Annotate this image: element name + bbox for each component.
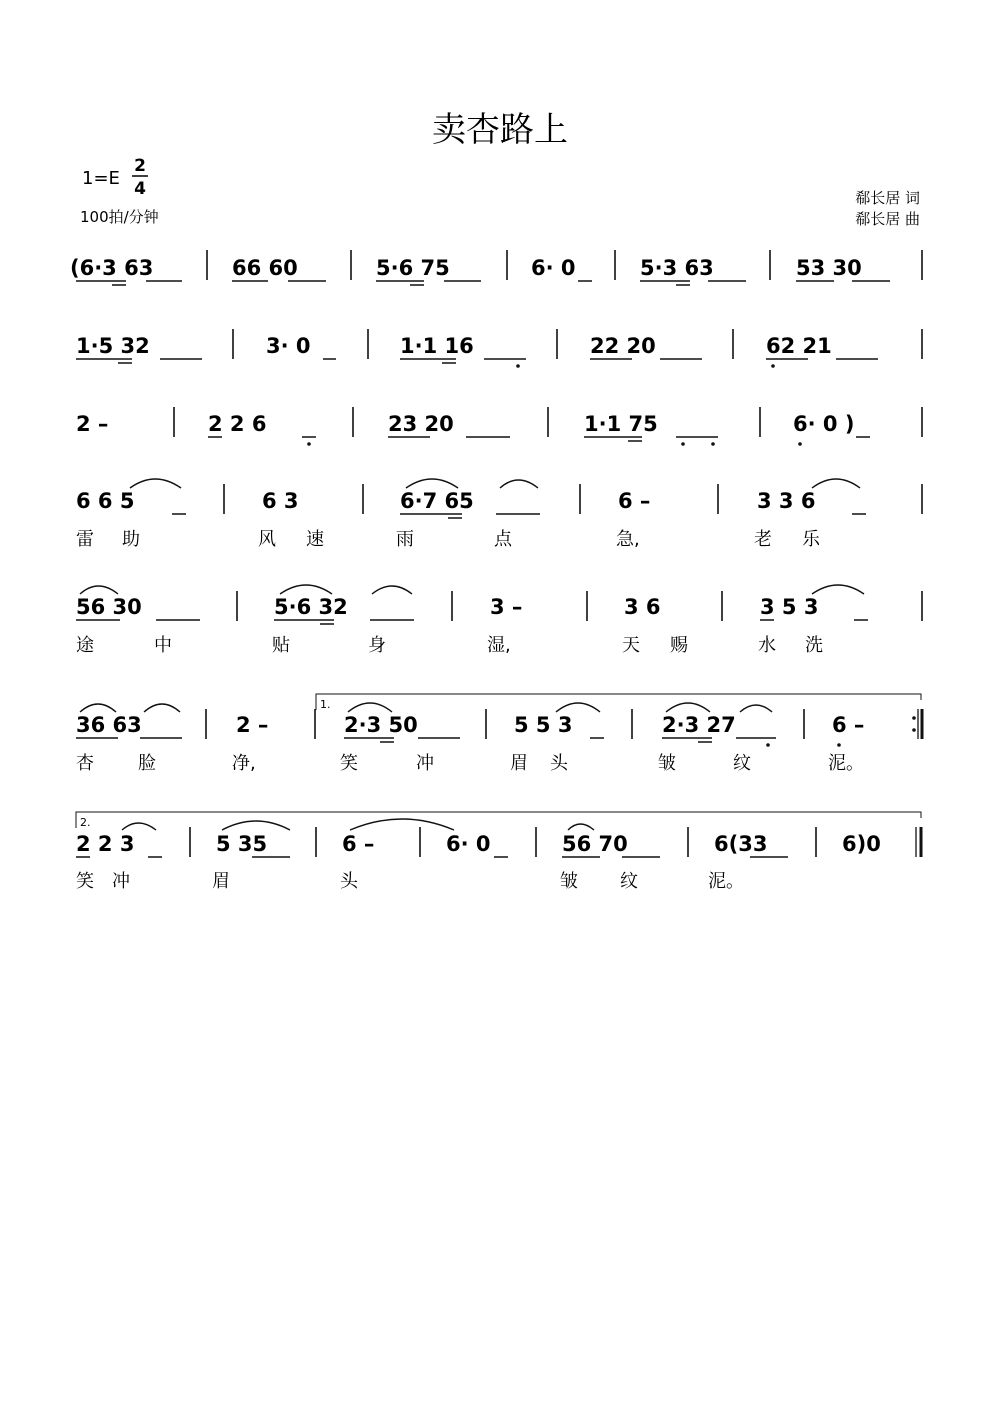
measure: 6 3 <box>262 489 299 513</box>
measure: 53 30 <box>796 256 862 280</box>
final-bar-line <box>916 827 921 857</box>
measure: 66 60 <box>232 256 298 280</box>
measure: 62 21 <box>766 334 832 358</box>
measure: 3 6 <box>624 595 661 619</box>
lyric: 点 <box>494 529 512 550</box>
lyric: 洗 <box>805 635 823 656</box>
lyric: 赐 <box>670 635 688 656</box>
measure: 1·1 75 <box>584 412 658 436</box>
measure: 6· 0 <box>446 832 491 856</box>
measure: 2 2 6 <box>208 412 267 436</box>
measure: 6 – <box>832 713 865 737</box>
underlines <box>208 437 870 441</box>
lyrics-row-4 <box>76 871 744 892</box>
lyric: 纹 <box>733 753 751 774</box>
lyric: 老 <box>754 529 772 550</box>
lyric: 头 <box>550 753 568 774</box>
measure: 3 5 3 <box>760 595 819 619</box>
lyric: 笑 <box>76 871 94 892</box>
slurs <box>130 479 860 488</box>
lyric: 皱 <box>560 871 578 892</box>
measure: 2·3 50 <box>344 713 418 737</box>
lyric: 脸 <box>138 753 156 774</box>
lyric: 皱 <box>658 753 676 774</box>
lyric: 雷 <box>76 529 94 550</box>
measure: 5 5 3 <box>514 713 573 737</box>
underlines <box>76 281 890 285</box>
score-row-2 <box>76 329 922 368</box>
measure: 1·5 32 <box>76 334 150 358</box>
lyric: 泥。 <box>708 871 744 892</box>
lyric: 冲 <box>416 753 434 774</box>
song-title: 卖杏路上 <box>432 110 568 150</box>
lyric: 杏 <box>76 753 94 774</box>
measure: 6·7 65 <box>400 489 474 513</box>
underlines <box>76 359 878 363</box>
volta-1-label: 1. <box>320 698 331 711</box>
volta-2-label: 2. <box>80 816 91 829</box>
measure: 6(33 <box>714 832 768 856</box>
lyric: 速 <box>306 529 324 550</box>
measure: (6·3 63 <box>70 256 154 280</box>
lyric: 雨 <box>396 529 414 550</box>
second-ending-bracket <box>76 812 921 829</box>
underlines <box>76 620 868 624</box>
key-signature: 1=E <box>82 168 120 189</box>
lyric: 眉 <box>510 753 528 774</box>
composer-credit: 郗长居 曲 <box>855 210 920 228</box>
lyric: 眉 <box>212 871 230 892</box>
time-signature-top: 2 <box>134 156 146 176</box>
slurs <box>80 703 772 712</box>
score-row-5 <box>76 585 922 656</box>
lyric: 途 <box>76 635 94 656</box>
lyric: 助 <box>122 529 140 550</box>
measure: 6 – <box>342 832 375 856</box>
lyric: 天 <box>622 635 640 656</box>
lyricist-credit: 郗长居 词 <box>855 189 920 207</box>
slurs <box>80 585 864 594</box>
lyric: 身 <box>368 635 386 656</box>
lyric: 风 <box>258 529 276 550</box>
measure: 6 6 5 <box>76 489 135 513</box>
lyric: 泥。 <box>828 753 864 774</box>
measure: 5·6 32 <box>274 595 348 619</box>
lyric: 笑 <box>340 753 358 774</box>
measure: 1·1 16 <box>400 334 474 358</box>
lyric: 冲 <box>112 871 130 892</box>
measure: 6 – <box>618 489 651 513</box>
measure: 22 20 <box>590 334 656 358</box>
lyrics-row-2 <box>76 635 823 656</box>
slurs <box>122 819 594 830</box>
measure: 3· 0 <box>266 334 311 358</box>
lyric: 湿, <box>487 635 511 656</box>
lyric: 净, <box>232 753 256 774</box>
measure: 23 20 <box>388 412 454 436</box>
score-row-7 <box>76 812 921 892</box>
measure: 3 3 6 <box>757 489 816 513</box>
measure: 6)0 <box>842 832 881 856</box>
lyric: 纹 <box>620 871 638 892</box>
underlines <box>172 514 866 518</box>
measure: 5 35 <box>216 832 268 856</box>
lyric: 水 <box>758 635 776 656</box>
measure: 3 – <box>490 595 523 619</box>
lyrics-row-3 <box>76 753 864 774</box>
lyrics-row-1 <box>76 529 821 550</box>
low-octave-dots <box>307 442 802 446</box>
lyric: 贴 <box>272 635 290 656</box>
measure: 6· 0 <box>531 256 576 280</box>
lyric: 急, <box>616 529 640 550</box>
low-octave-dots <box>766 743 841 747</box>
measure: 6· 0 ) <box>793 412 855 436</box>
first-ending-bracket <box>316 694 921 711</box>
lyric: 乐 <box>802 529 820 550</box>
low-octave-dots <box>516 364 775 368</box>
score-row-1 <box>70 250 922 285</box>
score-row-3 <box>76 407 922 446</box>
score-row-6 <box>76 694 922 774</box>
measure: 36 63 <box>76 713 142 737</box>
measure: 5·6 75 <box>376 256 450 280</box>
tempo-marking: 100拍/分钟 <box>80 208 159 226</box>
measure: 2·3 27 <box>662 713 736 737</box>
underlines <box>76 738 776 742</box>
score-row-4 <box>76 479 922 550</box>
measure: 5·3 63 <box>640 256 714 280</box>
time-signature-bottom: 4 <box>134 179 146 199</box>
repeat-end-sign <box>912 709 922 739</box>
lyric: 中 <box>154 635 172 656</box>
lyric: 头 <box>340 871 358 892</box>
measure: 2 2 3 <box>76 832 135 856</box>
measure: 2 – <box>76 412 109 436</box>
measure: 56 30 <box>76 595 142 619</box>
measure: 56 70 <box>562 832 628 856</box>
measure: 2 – <box>236 713 269 737</box>
